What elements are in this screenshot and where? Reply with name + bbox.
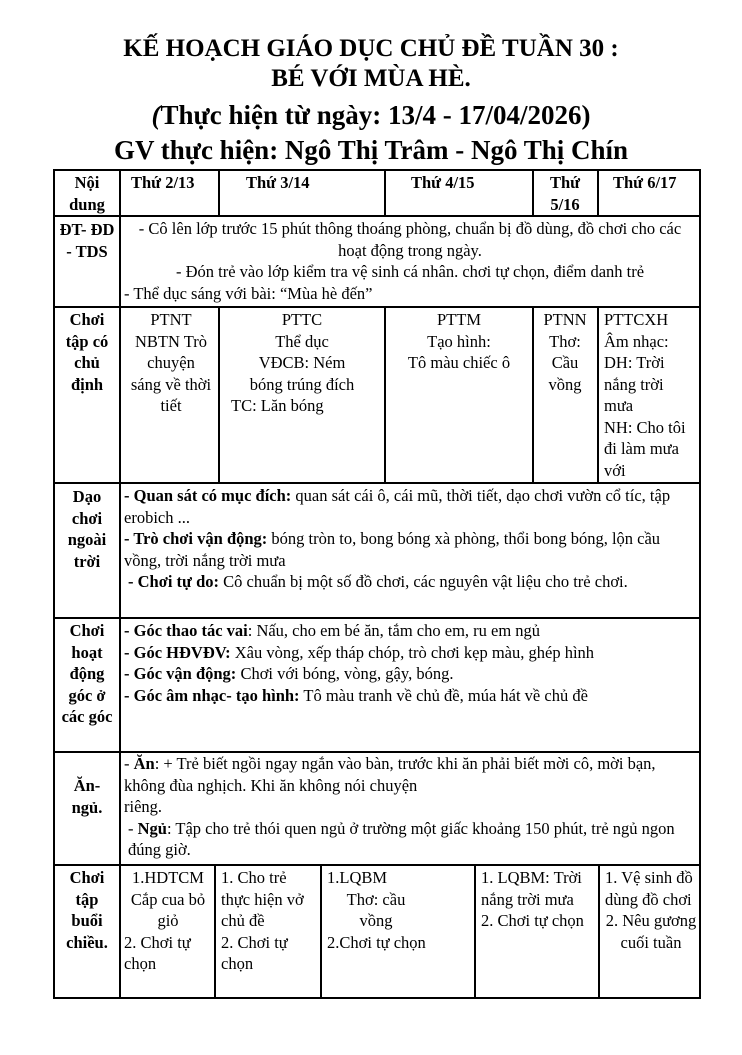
- goc-item-1-title: - Góc thao tác vai: [124, 621, 248, 640]
- goc-item-3: [124, 663, 696, 685]
- goc-item-2: [124, 642, 696, 664]
- row-label-chieu: Chơi tập buổi chiều.: [66, 868, 108, 952]
- goc-item-3-text: Chơi với bóng, vòng, gậy, bóng.: [236, 664, 454, 683]
- choi-tap-day-5-c: DH: Trời nắng trời mưa: [604, 353, 665, 415]
- chieu-day-5-a: 1. Vệ sinh đồ dùng đồ chơi: [605, 868, 693, 909]
- choi-tap-day-5-b: Âm nhạc:: [604, 331, 669, 351]
- goc-item-4: [124, 685, 696, 707]
- plan-title-line1: KẾ HOẠCH GIÁO DỤC CHỦ ĐỀ TUẦN 30 :: [123, 35, 619, 62]
- an-item: - Ăn: + Trẻ biết ngồi ngay ngắn vào bàn, trước khi ăn phải biết mời cô, mời bạn, không đùa nghịch. Khi ăn không nói chuyện: [124, 754, 656, 795]
- choi-tap-day-3-c: Tô màu chiếc ô: [407, 353, 511, 372]
- an-item-cont: riêng.: [124, 797, 163, 816]
- an-text: : + Trẻ biết ngồi ngay ngắn vào bàn, trước khi ăn phải biết mời cô, mời bạn, không đùa nghịch. Khi ăn không nói chuyện: [124, 754, 656, 795]
- header-day-3: Thứ 4/15: [411, 173, 475, 192]
- choi-tap-day-2-b: Thể dục: [275, 331, 329, 351]
- choi-tap-day-5: [604, 309, 696, 481]
- dao-choi-item-2-text: bóng tròn to, bong bóng xà phòng, thổi bong bóng, lộn cầu vồng, trời nắng trời mưa: [124, 529, 661, 570]
- chieu-day-2: [221, 867, 317, 975]
- goc-item-1: [124, 620, 696, 642]
- choi-tap-day-4: PTNN Thơ: Cầu vồng: [543, 310, 587, 394]
- header-day-1: Thứ 2/13: [131, 173, 195, 192]
- chieu-day-1-a: 1.HDTCM Cắp cua bỏ giỏ: [130, 868, 206, 930]
- row-label-an-ngu: Ăn- ngủ.: [71, 776, 103, 817]
- chieu-day-4: [481, 867, 595, 932]
- row-label-choi-tap: Chơi tập có chủ định: [65, 310, 109, 394]
- chieu-day-3-c: 2.Chơi tự chọn: [327, 932, 426, 952]
- header-day-2: Thứ 3/14: [246, 173, 310, 192]
- dao-choi-item-2-title: - Trò chơi vận động:: [124, 529, 268, 548]
- chieu-day-1: [124, 867, 212, 975]
- dao-choi-item-1: [124, 485, 696, 528]
- goc-content: [124, 620, 696, 706]
- goc-item-2-title: - Góc HĐVĐV:: [124, 642, 231, 662]
- plan-title-line2: BÉ VỚI MÙA HÈ.: [271, 65, 471, 92]
- chieu-day-4-b: 2. Chơi tự chọn: [481, 911, 584, 930]
- choi-tap-day-3-b: Tạo hình:: [427, 331, 491, 351]
- dao-choi-item-3-text: Cô chuẩn bị một số đồ chơi, các nguyên vật liệu cho trẻ chơi.: [219, 572, 628, 591]
- choi-tap-day-5-d: NH: Cho tôi đi làm mưa với: [604, 417, 686, 480]
- chieu-day-3-a: 1.LQBM: [327, 868, 388, 887]
- chieu-day-3: [327, 867, 471, 953]
- an-title: Ăn: [133, 754, 155, 773]
- don-tre-line-2: - Đón trẻ vào lớp kiểm tra vệ sinh cá nhân. chơi tự chọn, điểm danh trẻ: [175, 262, 645, 281]
- choi-tap-day-2: [223, 309, 381, 417]
- an-ngu-content: [124, 753, 696, 861]
- chieu-day-3-b: Thơ: cầu vồng: [346, 889, 406, 930]
- dao-choi-content: [124, 485, 696, 593]
- row-label-don-tre: ĐT- ĐD - TDS: [59, 220, 115, 261]
- chieu-day-5-b: 2. Nêu gương cuối tuần: [605, 911, 697, 952]
- choi-tap-day-5-a: PTTCXH: [604, 310, 669, 329]
- choi-tap-day-3: [389, 309, 529, 374]
- goc-item-3-title: - Góc vận động:: [124, 664, 237, 683]
- ngu-title: Ngủ: [137, 818, 167, 838]
- header-noi-dung: Nội dung: [69, 173, 105, 214]
- chieu-day-2-b: 2. Chơi tự chọn: [221, 932, 288, 973]
- choi-tap-day-2-a: PTTC: [281, 310, 323, 329]
- ngu-text: : Tập cho trẻ thói quen ngủ ở trường một giấc khoảng 150 phút, trẻ ngủ ngon đúng giờ.: [128, 818, 675, 859]
- chieu-day-1-b: 2. Chơi tự chọn: [124, 932, 191, 973]
- header-day-4: Thứ 5/16: [549, 173, 581, 214]
- date-range-text: Thực hiện từ ngày: 13/4 - 17/04/2026): [160, 100, 591, 130]
- choi-tap-day-3-a: PTTM: [436, 310, 481, 329]
- dao-choi-item-1-title: - Quan sát có mục đích:: [124, 486, 292, 505]
- dao-choi-item-2: [124, 528, 696, 571]
- choi-tap-day-2-c: VĐCB: Ném bóng trúng đích: [249, 353, 355, 394]
- teachers-line: GV thực hiện: Ngô Thị Trâm - Ngô Thị Chín: [113, 135, 629, 165]
- chieu-day-5: [605, 867, 697, 953]
- plan-date-range: [0, 98, 742, 132]
- goc-item-4-title: - Góc âm nhạc- tạo hình:: [124, 685, 300, 705]
- dao-choi-item-1-text: quan sát cái ô, cái mũ, thời tiết, dạo chơi vườn cổ tíc, tập erobich ...: [124, 486, 671, 527]
- row-label-dao-choi: Dạo chơi ngoài trời: [67, 487, 107, 571]
- chieu-day-4-a: 1. LQBM: Trời nắng trời mưa: [481, 868, 582, 909]
- goc-item-2-text: Xâu vòng, xếp tháp chóp, trò chơi kẹp màu, ghép hình: [230, 642, 595, 662]
- chieu-day-2-a: 1. Cho trẻ thực hiện vở chủ đề: [221, 868, 304, 930]
- dao-choi-item-3-title: - Chơi tự do:: [128, 572, 219, 591]
- don-tre-line-3: - Thể dục sáng với bài: “Mùa hè đến”: [124, 283, 373, 303]
- goc-item-1-text: : Nấu, cho em bé ăn, tắm cho em, ru em ngủ: [247, 621, 541, 640]
- choi-tap-day-2-d: TC: Lăn bóng: [231, 396, 324, 415]
- choi-tap-day-1: PTNT NBTN Trò chuyện sáng về thời tiết: [130, 310, 212, 415]
- goc-item-4-text: Tô màu tranh về chủ đề, múa hát về chủ đề: [299, 685, 588, 705]
- paren: (: [151, 100, 161, 130]
- ngu-item: - Ngủ: Tập cho trẻ thói quen ngủ ở trường một giấc khoảng 150 phút, trẻ ngủ ngon đúng giờ.: [128, 818, 675, 859]
- dao-choi-item-3: [124, 571, 696, 593]
- don-tre-line-1: - Cô lên lớp trước 15 phút thông thoáng phòng, chuẩn bị đồ dùng, đồ chơi cho các hoạt động trong ngày.: [138, 219, 682, 260]
- don-tre-content: [124, 218, 696, 304]
- header-day-5: Thứ 6/17: [613, 173, 677, 192]
- row-label-goc: Chơi hoạt động góc ở các góc: [61, 621, 113, 726]
